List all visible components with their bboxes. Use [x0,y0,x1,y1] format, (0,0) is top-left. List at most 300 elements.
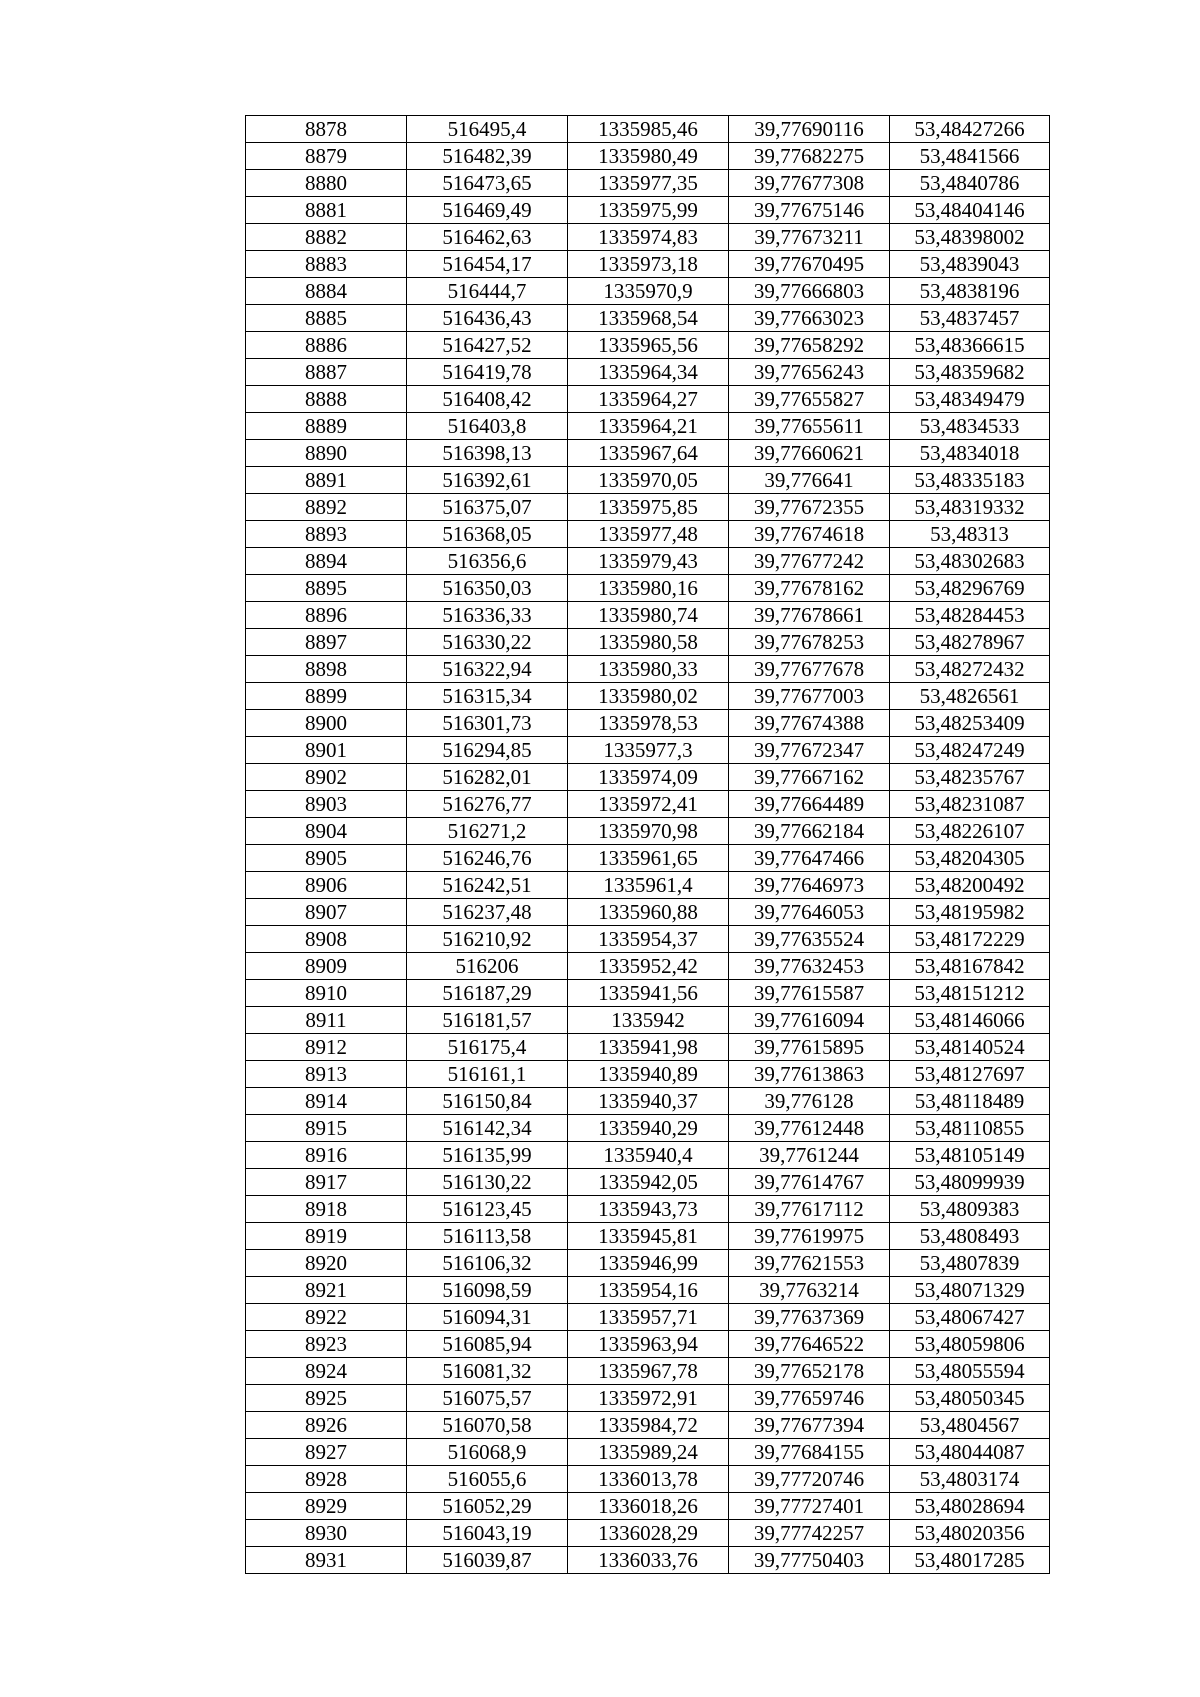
x-coordinate-cell: 516130,22 [407,1169,568,1196]
table-row [246,116,1050,143]
point-number-cell: 8879 [246,143,407,170]
longitude-cell: 39,77672347 [729,737,890,764]
latitude-cell: 53,48427266 [890,116,1050,143]
latitude-cell: 53,4803174 [890,1466,1050,1493]
table-row [246,1142,1050,1169]
table-row [246,1277,1050,1304]
point-number-cell: 8909 [246,953,407,980]
x-coordinate-cell: 516085,94 [407,1331,568,1358]
x-coordinate-cell: 516237,48 [407,899,568,926]
point-number-cell: 8928 [246,1466,407,1493]
y-coordinate-cell: 1335960,88 [568,899,729,926]
latitude-cell: 53,48335183 [890,467,1050,494]
x-coordinate-cell: 516094,31 [407,1304,568,1331]
point-number-cell: 8890 [246,440,407,467]
table-row [246,467,1050,494]
longitude-cell: 39,77678253 [729,629,890,656]
y-coordinate-cell: 1335970,05 [568,467,729,494]
latitude-cell: 53,48226107 [890,818,1050,845]
x-coordinate-cell: 516135,99 [407,1142,568,1169]
latitude-cell: 53,48247249 [890,737,1050,764]
x-coordinate-cell: 516123,45 [407,1196,568,1223]
point-number-cell: 8917 [246,1169,407,1196]
latitude-cell: 53,4837457 [890,305,1050,332]
x-coordinate-cell: 516070,58 [407,1412,568,1439]
x-coordinate-cell: 516113,58 [407,1223,568,1250]
point-number-cell: 8925 [246,1385,407,1412]
point-number-cell: 8880 [246,170,407,197]
y-coordinate-cell: 1335945,81 [568,1223,729,1250]
longitude-cell: 39,77615587 [729,980,890,1007]
x-coordinate-cell: 516375,07 [407,494,568,521]
longitude-cell: 39,77619975 [729,1223,890,1250]
y-coordinate-cell: 1335943,73 [568,1196,729,1223]
table-row [246,791,1050,818]
longitude-cell: 39,77677242 [729,548,890,575]
latitude-cell: 53,48366615 [890,332,1050,359]
y-coordinate-cell: 1336028,29 [568,1520,729,1547]
y-coordinate-cell: 1335968,54 [568,305,729,332]
longitude-cell: 39,77646053 [729,899,890,926]
x-coordinate-cell: 516043,19 [407,1520,568,1547]
y-coordinate-cell: 1336018,26 [568,1493,729,1520]
y-coordinate-cell: 1335975,85 [568,494,729,521]
table-row [246,1007,1050,1034]
table-row [246,1493,1050,1520]
longitude-cell: 39,77655611 [729,413,890,440]
y-coordinate-cell: 1335964,21 [568,413,729,440]
table-row [246,575,1050,602]
y-coordinate-cell: 1335940,29 [568,1115,729,1142]
longitude-cell: 39,77672355 [729,494,890,521]
table-row [246,1385,1050,1412]
table-row [246,251,1050,278]
table-row [246,521,1050,548]
table-row [246,143,1050,170]
table-row [246,1466,1050,1493]
y-coordinate-cell: 1335979,43 [568,548,729,575]
y-coordinate-cell: 1335972,91 [568,1385,729,1412]
point-number-cell: 8901 [246,737,407,764]
point-number-cell: 8919 [246,1223,407,1250]
x-coordinate-cell: 516068,9 [407,1439,568,1466]
longitude-cell: 39,77613863 [729,1061,890,1088]
point-number-cell: 8922 [246,1304,407,1331]
y-coordinate-cell: 1335978,53 [568,710,729,737]
longitude-cell: 39,77646522 [729,1331,890,1358]
table-row [246,224,1050,251]
x-coordinate-cell: 516495,4 [407,116,568,143]
latitude-cell: 53,48118489 [890,1088,1050,1115]
latitude-cell: 53,48099939 [890,1169,1050,1196]
table-row [246,1169,1050,1196]
x-coordinate-cell: 516039,87 [407,1547,568,1574]
latitude-cell: 53,48020356 [890,1520,1050,1547]
longitude-cell: 39,77670495 [729,251,890,278]
longitude-cell: 39,77617112 [729,1196,890,1223]
y-coordinate-cell: 1335974,09 [568,764,729,791]
y-coordinate-cell: 1335972,41 [568,791,729,818]
latitude-cell: 53,48195982 [890,899,1050,926]
x-coordinate-cell: 516454,17 [407,251,568,278]
y-coordinate-cell: 1335974,83 [568,224,729,251]
x-coordinate-cell: 516392,61 [407,467,568,494]
latitude-cell: 53,48105149 [890,1142,1050,1169]
latitude-cell: 53,4840786 [890,170,1050,197]
coordinates-table-body [246,116,1050,1574]
longitude-cell: 39,77637369 [729,1304,890,1331]
longitude-cell: 39,77678661 [729,602,890,629]
y-coordinate-cell: 1335954,37 [568,926,729,953]
x-coordinate-cell: 516436,43 [407,305,568,332]
y-coordinate-cell: 1335970,9 [568,278,729,305]
latitude-cell: 53,48200492 [890,872,1050,899]
latitude-cell: 53,48398002 [890,224,1050,251]
longitude-cell: 39,77727401 [729,1493,890,1520]
point-number-cell: 8892 [246,494,407,521]
point-number-cell: 8912 [246,1034,407,1061]
longitude-cell: 39,77677003 [729,683,890,710]
longitude-cell: 39,77635524 [729,926,890,953]
table-row [246,197,1050,224]
point-number-cell: 8916 [246,1142,407,1169]
point-number-cell: 8899 [246,683,407,710]
latitude-cell: 53,48127697 [890,1061,1050,1088]
longitude-cell: 39,77658292 [729,332,890,359]
y-coordinate-cell: 1335946,99 [568,1250,729,1277]
point-number-cell: 8910 [246,980,407,1007]
point-number-cell: 8931 [246,1547,407,1574]
longitude-cell: 39,77674388 [729,710,890,737]
latitude-cell: 53,48204305 [890,845,1050,872]
latitude-cell: 53,48151212 [890,980,1050,1007]
table-row [246,1115,1050,1142]
latitude-cell: 53,48167842 [890,953,1050,980]
y-coordinate-cell: 1335980,49 [568,143,729,170]
latitude-cell: 53,48253409 [890,710,1050,737]
latitude-cell: 53,48349479 [890,386,1050,413]
point-number-cell: 8900 [246,710,407,737]
latitude-cell: 53,48231087 [890,791,1050,818]
table-row [246,1034,1050,1061]
longitude-cell: 39,77616094 [729,1007,890,1034]
longitude-cell: 39,77666803 [729,278,890,305]
longitude-cell: 39,77614767 [729,1169,890,1196]
longitude-cell: 39,77647466 [729,845,890,872]
y-coordinate-cell: 1335973,18 [568,251,729,278]
y-coordinate-cell: 1335940,89 [568,1061,729,1088]
y-coordinate-cell: 1335975,99 [568,197,729,224]
y-coordinate-cell: 1335965,56 [568,332,729,359]
x-coordinate-cell: 516301,73 [407,710,568,737]
longitude-cell: 39,77750403 [729,1547,890,1574]
longitude-cell: 39,77632453 [729,953,890,980]
latitude-cell: 53,4834533 [890,413,1050,440]
table-row [246,332,1050,359]
y-coordinate-cell: 1335941,56 [568,980,729,1007]
x-coordinate-cell: 516482,39 [407,143,568,170]
table-row [246,656,1050,683]
x-coordinate-cell: 516106,32 [407,1250,568,1277]
point-number-cell: 8895 [246,575,407,602]
table-row [246,1250,1050,1277]
y-coordinate-cell: 1336013,78 [568,1466,729,1493]
point-number-cell: 8913 [246,1061,407,1088]
table-row [246,602,1050,629]
latitude-cell: 53,48140524 [890,1034,1050,1061]
x-coordinate-cell: 516175,4 [407,1034,568,1061]
latitude-cell: 53,48059806 [890,1331,1050,1358]
x-coordinate-cell: 516356,6 [407,548,568,575]
longitude-cell: 39,77663023 [729,305,890,332]
longitude-cell: 39,77673211 [729,224,890,251]
table-row [246,1412,1050,1439]
table-row [246,1331,1050,1358]
latitude-cell: 53,48017285 [890,1547,1050,1574]
latitude-cell: 53,48146066 [890,1007,1050,1034]
x-coordinate-cell: 516350,03 [407,575,568,602]
table-row [246,494,1050,521]
latitude-cell: 53,48313 [890,521,1050,548]
point-number-cell: 8927 [246,1439,407,1466]
longitude-cell: 39,77677394 [729,1412,890,1439]
point-number-cell: 8885 [246,305,407,332]
table-row [246,683,1050,710]
longitude-cell: 39,7763214 [729,1277,890,1304]
latitude-cell: 53,48067427 [890,1304,1050,1331]
point-number-cell: 8929 [246,1493,407,1520]
x-coordinate-cell: 516419,78 [407,359,568,386]
x-coordinate-cell: 516330,22 [407,629,568,656]
latitude-cell: 53,48110855 [890,1115,1050,1142]
x-coordinate-cell: 516081,32 [407,1358,568,1385]
point-number-cell: 8897 [246,629,407,656]
latitude-cell: 53,4834018 [890,440,1050,467]
latitude-cell: 53,48272432 [890,656,1050,683]
longitude-cell: 39,77656243 [729,359,890,386]
table-row [246,170,1050,197]
y-coordinate-cell: 1335967,64 [568,440,729,467]
y-coordinate-cell: 1335980,02 [568,683,729,710]
table-row [246,1061,1050,1088]
y-coordinate-cell: 1335985,46 [568,116,729,143]
x-coordinate-cell: 516444,7 [407,278,568,305]
y-coordinate-cell: 1336033,76 [568,1547,729,1574]
x-coordinate-cell: 516246,76 [407,845,568,872]
table-row [246,1304,1050,1331]
point-number-cell: 8904 [246,818,407,845]
longitude-cell: 39,77652178 [729,1358,890,1385]
y-coordinate-cell: 1335942 [568,1007,729,1034]
y-coordinate-cell: 1335980,33 [568,656,729,683]
point-number-cell: 8882 [246,224,407,251]
x-coordinate-cell: 516242,51 [407,872,568,899]
x-coordinate-cell: 516055,6 [407,1466,568,1493]
latitude-cell: 53,48296769 [890,575,1050,602]
point-number-cell: 8881 [246,197,407,224]
x-coordinate-cell: 516336,33 [407,602,568,629]
y-coordinate-cell: 1335967,78 [568,1358,729,1385]
x-coordinate-cell: 516408,42 [407,386,568,413]
point-number-cell: 8889 [246,413,407,440]
longitude-cell: 39,77674618 [729,521,890,548]
x-coordinate-cell: 516398,13 [407,440,568,467]
latitude-cell: 53,4808493 [890,1223,1050,1250]
latitude-cell: 53,4839043 [890,251,1050,278]
longitude-cell: 39,77615895 [729,1034,890,1061]
longitude-cell: 39,77684155 [729,1439,890,1466]
latitude-cell: 53,48172229 [890,926,1050,953]
x-coordinate-cell: 516276,77 [407,791,568,818]
latitude-cell: 53,48235767 [890,764,1050,791]
y-coordinate-cell: 1335964,34 [568,359,729,386]
point-number-cell: 8891 [246,467,407,494]
table-row [246,899,1050,926]
point-number-cell: 8883 [246,251,407,278]
table-row [246,710,1050,737]
y-coordinate-cell: 1335961,65 [568,845,729,872]
longitude-cell: 39,77621553 [729,1250,890,1277]
latitude-cell: 53,48359682 [890,359,1050,386]
y-coordinate-cell: 1335952,42 [568,953,729,980]
x-coordinate-cell: 516187,29 [407,980,568,1007]
latitude-cell: 53,48044087 [890,1439,1050,1466]
x-coordinate-cell: 516271,2 [407,818,568,845]
point-number-cell: 8930 [246,1520,407,1547]
point-number-cell: 8893 [246,521,407,548]
x-coordinate-cell: 516181,57 [407,1007,568,1034]
longitude-cell: 39,77742257 [729,1520,890,1547]
point-number-cell: 8920 [246,1250,407,1277]
point-number-cell: 8914 [246,1088,407,1115]
point-number-cell: 8908 [246,926,407,953]
latitude-cell: 53,48404146 [890,197,1050,224]
table-row [246,278,1050,305]
longitude-cell: 39,77675146 [729,197,890,224]
y-coordinate-cell: 1335940,37 [568,1088,729,1115]
x-coordinate-cell: 516294,85 [407,737,568,764]
table-row [246,872,1050,899]
y-coordinate-cell: 1335961,4 [568,872,729,899]
table-row [246,818,1050,845]
longitude-cell: 39,77667162 [729,764,890,791]
point-number-cell: 8903 [246,791,407,818]
x-coordinate-cell: 516098,59 [407,1277,568,1304]
table-row [246,440,1050,467]
longitude-cell: 39,776641 [729,467,890,494]
x-coordinate-cell: 516462,63 [407,224,568,251]
point-number-cell: 8923 [246,1331,407,1358]
x-coordinate-cell: 516403,8 [407,413,568,440]
table-row [246,629,1050,656]
longitude-cell: 39,77682275 [729,143,890,170]
y-coordinate-cell: 1335980,74 [568,602,729,629]
table-row [246,359,1050,386]
table-row [246,1520,1050,1547]
latitude-cell: 53,4826561 [890,683,1050,710]
x-coordinate-cell: 516427,52 [407,332,568,359]
longitude-cell: 39,77664489 [729,791,890,818]
point-number-cell: 8888 [246,386,407,413]
point-number-cell: 8905 [246,845,407,872]
table-row [246,953,1050,980]
longitude-cell: 39,7761244 [729,1142,890,1169]
y-coordinate-cell: 1335970,98 [568,818,729,845]
longitude-cell: 39,77720746 [729,1466,890,1493]
point-number-cell: 8896 [246,602,407,629]
point-number-cell: 8878 [246,116,407,143]
x-coordinate-cell: 516210,92 [407,926,568,953]
x-coordinate-cell: 516315,34 [407,683,568,710]
point-number-cell: 8926 [246,1412,407,1439]
y-coordinate-cell: 1335940,4 [568,1142,729,1169]
x-coordinate-cell: 516206 [407,953,568,980]
table-row [246,1358,1050,1385]
latitude-cell: 53,4804567 [890,1412,1050,1439]
longitude-cell: 39,776128 [729,1088,890,1115]
point-number-cell: 8884 [246,278,407,305]
table-row [246,737,1050,764]
x-coordinate-cell: 516322,94 [407,656,568,683]
y-coordinate-cell: 1335954,16 [568,1277,729,1304]
y-coordinate-cell: 1335977,48 [568,521,729,548]
table-row [246,1223,1050,1250]
point-number-cell: 8894 [246,548,407,575]
y-coordinate-cell: 1335941,98 [568,1034,729,1061]
point-number-cell: 8906 [246,872,407,899]
table-row [246,1547,1050,1574]
table-row [246,845,1050,872]
table-row [246,548,1050,575]
longitude-cell: 39,77677678 [729,656,890,683]
table-row [246,386,1050,413]
x-coordinate-cell: 516052,29 [407,1493,568,1520]
longitude-cell: 39,77612448 [729,1115,890,1142]
longitude-cell: 39,77646973 [729,872,890,899]
x-coordinate-cell: 516075,57 [407,1385,568,1412]
x-coordinate-cell: 516282,01 [407,764,568,791]
y-coordinate-cell: 1335977,35 [568,170,729,197]
y-coordinate-cell: 1335989,24 [568,1439,729,1466]
point-number-cell: 8921 [246,1277,407,1304]
y-coordinate-cell: 1335963,94 [568,1331,729,1358]
y-coordinate-cell: 1335964,27 [568,386,729,413]
x-coordinate-cell: 516150,84 [407,1088,568,1115]
longitude-cell: 39,77662184 [729,818,890,845]
latitude-cell: 53,4841566 [890,143,1050,170]
point-number-cell: 8915 [246,1115,407,1142]
table-row [246,764,1050,791]
x-coordinate-cell: 516161,1 [407,1061,568,1088]
table-row [246,1439,1050,1466]
point-number-cell: 8898 [246,656,407,683]
longitude-cell: 39,77655827 [729,386,890,413]
latitude-cell: 53,48319332 [890,494,1050,521]
table-row [246,926,1050,953]
y-coordinate-cell: 1335942,05 [568,1169,729,1196]
x-coordinate-cell: 516368,05 [407,521,568,548]
table-row [246,1088,1050,1115]
point-number-cell: 8918 [246,1196,407,1223]
table-row [246,1196,1050,1223]
longitude-cell: 39,77677308 [729,170,890,197]
coordinates-table [245,115,1050,1574]
latitude-cell: 53,48050345 [890,1385,1050,1412]
longitude-cell: 39,77660621 [729,440,890,467]
latitude-cell: 53,48055594 [890,1358,1050,1385]
x-coordinate-cell: 516469,49 [407,197,568,224]
point-number-cell: 8886 [246,332,407,359]
